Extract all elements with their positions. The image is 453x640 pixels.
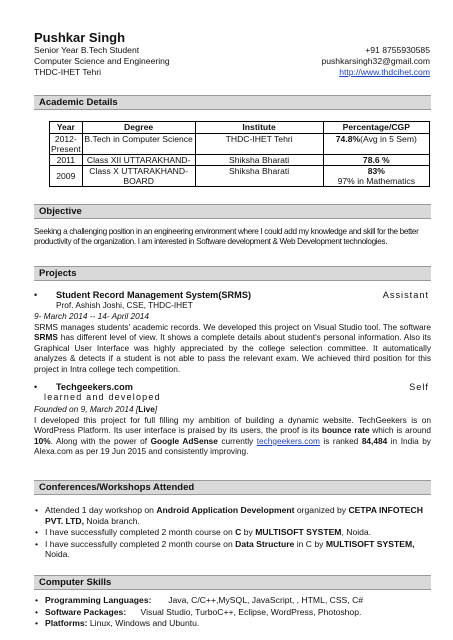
section-conferences xyxy=(34,480,431,495)
item-text: organized by xyxy=(294,505,349,515)
desc-bold: 10% xyxy=(34,435,51,446)
col-score: Percentage/CGP xyxy=(323,122,429,134)
section-objective xyxy=(34,204,431,219)
project-techgeekers xyxy=(44,382,431,392)
desc-text: has different level of view. It shows a complete details about student's personal information. Also its Graphical User Interface was highly appreciated by the college selection committee. It automatically analyzes & detects if a student is not able to pass the relevant exam. We achieved third position for this project in Intra college tech competition. xyxy=(34,332,431,374)
section-academic-title: Academic Details xyxy=(39,97,118,108)
techgeekers-link[interactable]: techgeekers.com xyxy=(256,435,320,446)
objective-text: Seeking a challenging position in an engineering environment where I could add my knowledge and skill for the better productivity of the organization. I am interested in Software development & Web Development technologies. xyxy=(34,227,419,247)
table-row xyxy=(50,155,430,166)
cell-score xyxy=(323,166,429,187)
project-srms xyxy=(44,290,431,311)
list-item xyxy=(34,595,431,606)
founded-text: Founded on 9, March 2014 [ xyxy=(34,404,139,414)
item-text: Noida. xyxy=(45,549,70,560)
table-row xyxy=(50,134,430,155)
status-line: Senior Year B.Tech Student xyxy=(34,45,140,55)
phone-number: +91 8755930585 xyxy=(365,45,430,55)
project-role: Assistant xyxy=(382,290,429,300)
cell-institute: Shiksha Bharati xyxy=(195,166,323,187)
item-text: Attended 1 day workshop on xyxy=(45,505,157,515)
skill-label: Platforms: xyxy=(45,618,88,629)
bullet-icon: • xyxy=(35,618,39,629)
section-skills xyxy=(34,575,431,590)
cell-score: 78.6 % xyxy=(323,155,429,166)
score-note: 97% in Mathematics xyxy=(337,176,415,186)
project-title: Techgeekers.com xyxy=(56,382,133,392)
founded-text: ] xyxy=(154,404,158,414)
list-item xyxy=(34,607,431,618)
project-description xyxy=(34,415,431,457)
project-description xyxy=(34,322,431,374)
project-role: Self xyxy=(409,382,429,392)
bullet-icon: • xyxy=(34,290,38,300)
skill-label: Software Packages: xyxy=(45,606,127,617)
item-text: I have successfully completed 2 month course on xyxy=(45,527,236,538)
email-address: pushkarsingh32@gmail.com xyxy=(321,56,430,66)
skill-value: Linux, Windows and Ubuntu. xyxy=(89,618,200,629)
cell-degree: B.Tech in Computer Science xyxy=(82,134,195,155)
score-value: 74.8% xyxy=(335,134,361,144)
list-item xyxy=(34,539,431,560)
bullet-icon: • xyxy=(35,595,39,605)
item-bold: Android Application Development xyxy=(156,505,295,515)
cell-institute: Shiksha Bharati xyxy=(195,155,323,166)
item-bold: MULTISOFT SYSTEM xyxy=(255,527,342,538)
desc-text: is ranked xyxy=(319,435,362,446)
project-subtitle: learned and developed xyxy=(44,392,161,402)
table-row xyxy=(50,166,430,187)
section-objective-title: Objective xyxy=(39,206,82,217)
skill-value: Visual Studio, TurboC++, Eclipse, WordPress, Photoshop. xyxy=(140,606,362,617)
header-left xyxy=(34,45,170,78)
desc-bold: 84,484 xyxy=(361,435,388,446)
score-value: 83% xyxy=(367,166,385,176)
desc-bold: bounce rate xyxy=(321,425,370,436)
education-table xyxy=(49,121,430,187)
col-degree: Degree xyxy=(82,122,195,134)
section-projects xyxy=(34,266,431,281)
skills-list xyxy=(34,595,431,630)
college-line: THDC-IHET Tehri xyxy=(34,67,102,77)
section-projects-title: Projects xyxy=(39,268,77,279)
desc-bold: Google AdSense xyxy=(150,435,218,446)
desc-text: SRMS manages students' academic records. We developed this project on Visual Studio tool. The software xyxy=(34,322,431,332)
item-bold: MULTISOFT SYSTEM, xyxy=(325,538,415,549)
section-skills-title: Computer Skills xyxy=(39,577,112,588)
desc-text: . Along with the power of xyxy=(50,435,151,446)
desc-text: currently xyxy=(217,435,257,446)
cell-degree: Class XII UTTARAKHAND- xyxy=(82,155,195,166)
education-header-row xyxy=(50,122,430,134)
project-dates: 9- March 2014 -- 14- April 2014 xyxy=(34,311,149,321)
bullet-icon: • xyxy=(35,538,39,549)
col-year: Year xyxy=(50,122,83,134)
desc-text: in India by Alexa.com as per 19 Jun 2015 and consistently improving. xyxy=(34,435,431,457)
project-prof: Prof. Ashish Joshi, CSE, THDC-IHET xyxy=(56,300,193,311)
item-text: , Noida. xyxy=(341,527,372,538)
cell-year: 2011 xyxy=(50,155,83,166)
item-text: I have successfully completed 2 month course on xyxy=(45,538,236,549)
skill-label: Programming Languages: xyxy=(45,595,152,605)
desc-text: which is around xyxy=(369,425,431,436)
section-academic xyxy=(34,95,431,110)
cell-year: 2012-Present xyxy=(51,134,81,154)
project-founded xyxy=(34,404,431,414)
candidate-name: Pushkar Singh xyxy=(34,30,126,45)
item-bold: CETPA INFOTECH PVT. LTD, xyxy=(45,505,423,526)
item-text: by xyxy=(241,527,256,538)
col-institute: Institute xyxy=(195,122,323,134)
list-item xyxy=(34,618,431,629)
bullet-icon: • xyxy=(35,527,39,538)
bullet-icon: • xyxy=(35,606,39,617)
item-bold: C xyxy=(235,527,242,538)
section-conferences-title: Conferences/Workshops Attended xyxy=(39,482,195,493)
bullet-icon: • xyxy=(35,505,39,515)
list-item xyxy=(34,505,431,526)
website-link[interactable]: http://www.thdcihet.com xyxy=(339,67,430,77)
bullet-icon: • xyxy=(34,382,38,392)
cell-year: 2009 xyxy=(50,166,83,187)
desc-bold: SRMS xyxy=(34,332,58,343)
department-line: Computer Science and Engineering xyxy=(34,56,170,66)
header-right xyxy=(321,45,430,78)
item-text: in C by xyxy=(294,538,326,549)
project-title: Student Record Management System(SRMS) xyxy=(56,290,252,300)
conferences-list xyxy=(34,505,431,561)
cell-institute: THDC-IHET Tehri xyxy=(195,134,323,155)
desc-text: I developed this project for full filling my ambition of building a dynamic website. TechGeekers is on WordPress Platform. Its user interface is praised by its users, the proof is its xyxy=(34,415,431,436)
item-bold: Data Structure xyxy=(235,538,295,549)
cell-score xyxy=(323,134,429,155)
cell-degree: Class X UTTARAKHAND-BOARD xyxy=(82,166,195,187)
live-badge: Live xyxy=(138,404,155,414)
item-text: Noida branch. xyxy=(84,515,140,526)
list-item xyxy=(34,527,431,538)
score-note: (Avg in 5 Sem) xyxy=(360,134,417,144)
skill-value: Java, C/C++,MySQL, JavaScript, , HTML, CSS, C# xyxy=(168,595,364,605)
